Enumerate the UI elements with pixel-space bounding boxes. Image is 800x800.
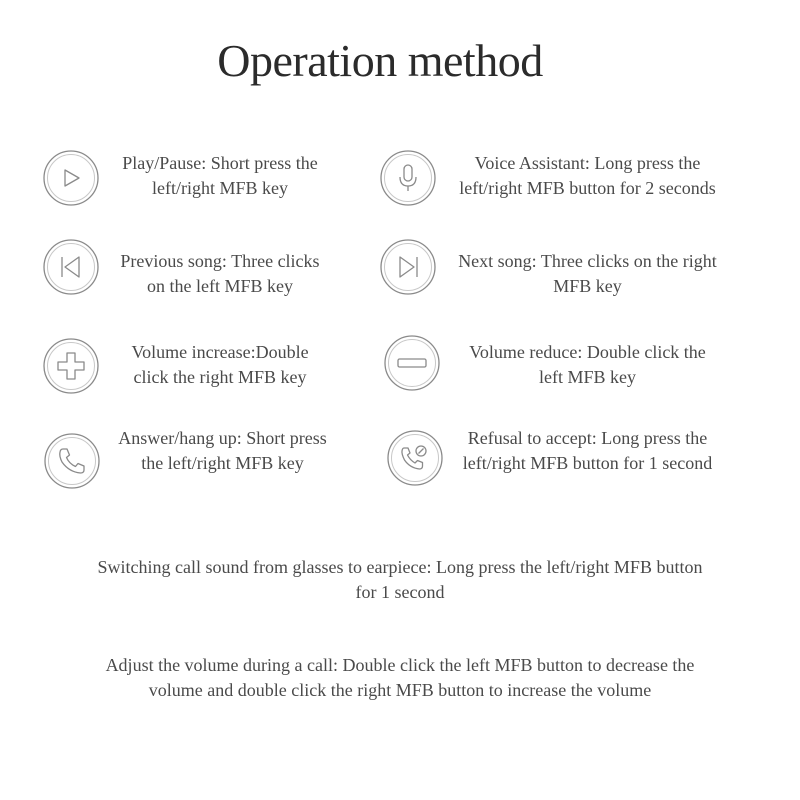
page-title: Operation method — [217, 35, 543, 86]
description-line: the left/right MFB key — [141, 453, 304, 473]
play-pause-description — [105, 151, 335, 201]
play-icon[interactable] — [42, 149, 100, 207]
phone-reject-icon[interactable] — [386, 429, 444, 487]
description-line: left/right MFB button for 1 second — [462, 453, 713, 473]
adjust-volume-note — [40, 653, 760, 703]
phone-icon[interactable] — [43, 432, 101, 490]
plus-icon[interactable] — [42, 337, 100, 395]
description-line: Refusal to accept: Long press the — [467, 428, 708, 448]
next-track-icon[interactable] — [379, 238, 437, 296]
description-line: Volume increase:Double — [131, 342, 309, 362]
description-line: Previous song: Three clicks — [120, 251, 320, 271]
description-line: click the right MFB key — [133, 367, 307, 387]
description-line: Answer/hang up: Short press — [118, 428, 327, 448]
answer-hang-up-description — [100, 426, 345, 476]
note-line: Adjust the volume during a call: Double click the left MFB button to decrease the — [105, 655, 695, 675]
note-line: Switching call sound from glasses to earpiece: Long press the left/right MFB button — [97, 557, 703, 577]
voice-assistant-description — [440, 151, 735, 201]
description-line: left MFB key — [539, 367, 636, 387]
description-line: Next song: Three clicks on the right — [458, 251, 717, 271]
description-line: MFB key — [553, 276, 622, 296]
next-song-description — [440, 249, 735, 299]
switch-call-sound-note — [40, 555, 760, 605]
note-line: volume and double click the right MFB button to increase the volume — [148, 680, 652, 700]
description-line: left/right MFB key — [152, 178, 288, 198]
description-line: Voice Assistant: Long press the — [474, 153, 701, 173]
previous-track-icon[interactable] — [42, 238, 100, 296]
note-line: for 1 second — [355, 582, 445, 602]
volume-increase-description — [105, 340, 335, 390]
microphone-icon[interactable] — [379, 149, 437, 207]
description-line: left/right MFB button for 2 seconds — [459, 178, 716, 198]
volume-reduce-description — [440, 340, 735, 390]
description-line: Play/Pause: Short press the — [122, 153, 318, 173]
description-line: on the left MFB key — [147, 276, 293, 296]
description-line: Volume reduce: Double click the — [469, 342, 706, 362]
minus-icon[interactable] — [383, 334, 441, 392]
previous-song-description — [105, 249, 335, 299]
refusal-description — [440, 426, 735, 476]
